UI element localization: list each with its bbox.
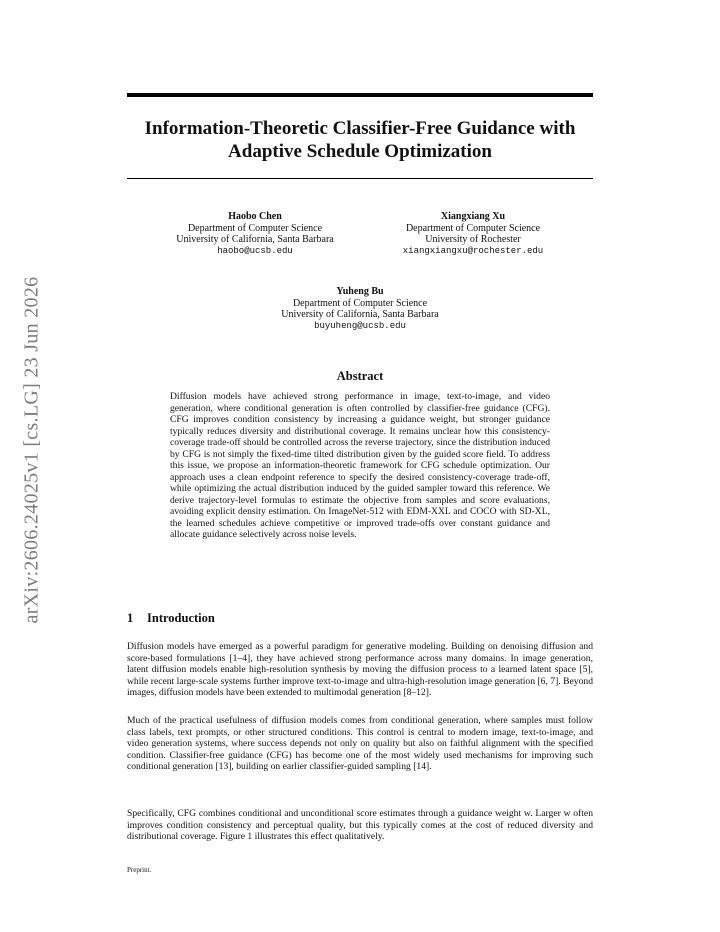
- preprint-footnote: Preprint.: [127, 866, 152, 874]
- section-number: 1: [127, 611, 134, 625]
- author-block-1: [155, 211, 355, 257]
- author-name: Yuheng Bu: [336, 286, 384, 297]
- author-affiliation: University of California, Santa Barbara: [176, 234, 334, 245]
- author-affiliation: University of Rochester: [425, 234, 521, 245]
- intro-paragraph-3: Specifically, CFG combines conditional and unconditional score estimates through a guidance weight w. Larger w often improves condition consistency and perceptual quality, but this typically comes at the cost of reduced diversity and distributional coverage. Figure 1 illustrates this effect qualitatively.: [127, 808, 593, 842]
- author-name: Xiangxiang Xu: [440, 211, 506, 222]
- author-department: Department of Computer Science: [405, 222, 541, 234]
- abstract-heading: Abstract: [336, 369, 384, 383]
- title-top-rule: [127, 93, 593, 97]
- abstract-body: Diffusion models have achieved strong performance in image, text-to-image, and video generation, where conditional generation is often controlled by classifier-free guidance (CFG). CFG improves condition consistency by increasing a guidance weight, but stronger guidance typically reduces diversity and distributional coverage. It remains unclear how this consistency-coverage trade-off should be controlled across the reverse trajectory, since the distribution induced by CFG is not simply the fixed-time tilted distribution given by the guided score field. To address this issue, we propose an information-theoretic framework for CFG schedule optimization. Our approach uses a clean endpoint reference to specify the desired consistency-coverage trade-off, while optimizing the actual distribution induced by the guided sampler toward this reference. We derive trajectory-level formulas to estimate the objective from samples and score evaluations, avoiding explicit density estimation. On ImageNet-512 with EDM-XXL and COCO with SD-XL, the learned schedules achieve competitive or improved trade-offs over constant guidance and allocate guidance selectively across noise levels.: [170, 391, 550, 540]
- section-heading: [127, 611, 215, 626]
- paper-title: Information-Theoretic Classifier-Free Guidance with Adaptive Schedule Optimization: [144, 118, 576, 162]
- author-email: haobo@ucsb.edu: [217, 245, 293, 256]
- title-bottom-rule: [127, 178, 593, 179]
- author-block-3: [260, 286, 460, 332]
- author-department: Department of Computer Science: [292, 297, 428, 309]
- intro-paragraph-1: Diffusion models have emerged as a powerful paradigm for generative modeling. Building on denoising diffusion and score-based formulations [1–4], they have achieved strong performance across many domains. In image generation, latent diffusion models enable high-resolution synthesis by moving the diffusion process to a learned latent space [5], while recent large-scale systems further improve text-to-image and ultra-high-resolution image generation [6, 7]. Beyond images, diffusion models have been extended to multimodal generation [8–12].: [127, 641, 593, 698]
- section-title: Introduction: [147, 611, 215, 625]
- author-block-2: [368, 211, 578, 257]
- author-affiliation: University of California, Santa Barbara: [281, 309, 439, 320]
- author-department: Department of Computer Science: [187, 222, 323, 234]
- author-name: Haobo Chen: [228, 211, 282, 222]
- arxiv-stamp: arXiv:2606.24025v1 [cs.LG] 23 Jun 2026: [20, 276, 43, 624]
- intro-paragraph-2: Much of the practical usefulness of diffusion models comes from conditional generation, where samples must follow class labels, text prompts, or other structured conditions. This control is central to modern image, text-to-image, and video generation systems, where success depends not only on quality but also on faithful alignment with the specified condition. Classifier-free guidance (CFG) has become one of the most widely used mechanisms for improving such conditional generation [13], building on earlier classifier-guided sampling [14].: [127, 715, 593, 772]
- author-email: buyuheng@ucsb.edu: [314, 320, 406, 331]
- author-email: xiangxiangxu@rochester.edu: [402, 245, 544, 256]
